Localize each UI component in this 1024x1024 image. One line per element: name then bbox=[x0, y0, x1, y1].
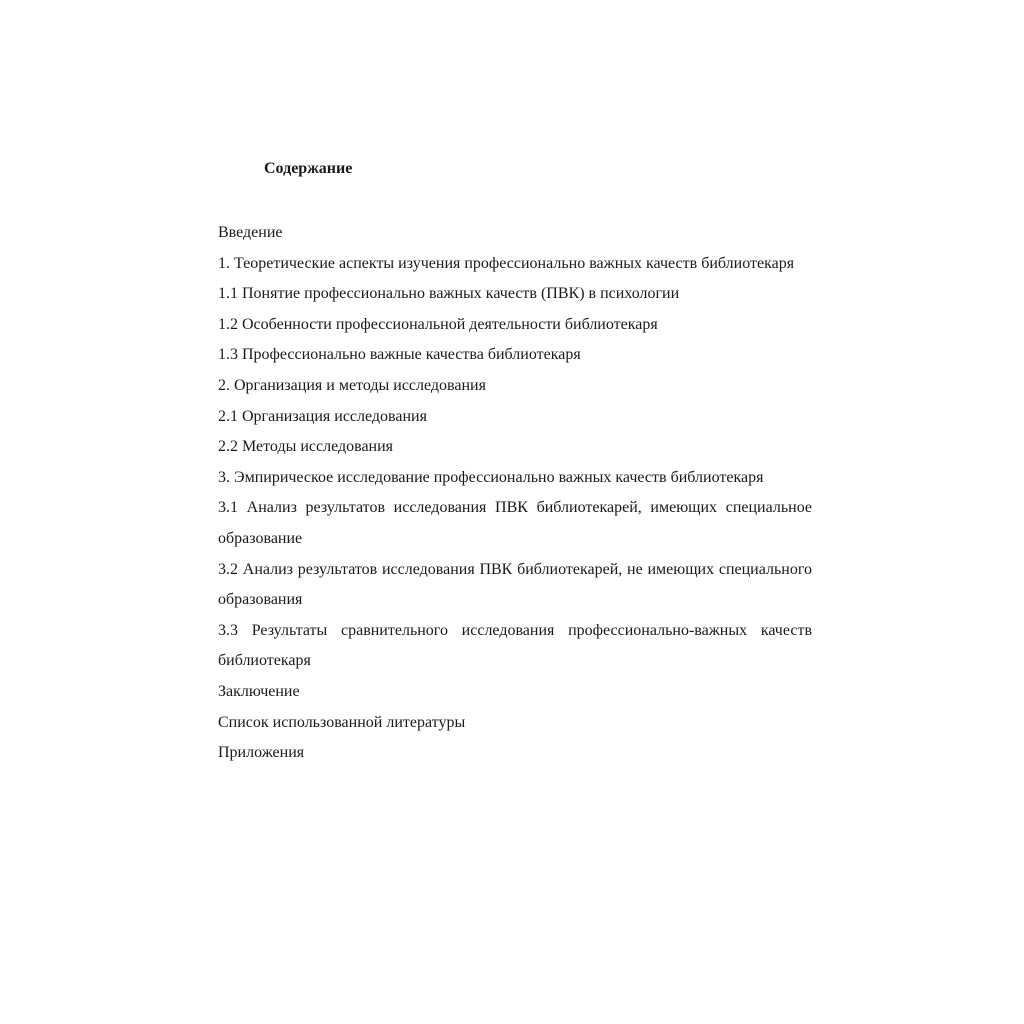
toc-item-section-1-2: 1.2 Особенности профессиональной деятельности библиотекаря bbox=[218, 315, 658, 333]
toc-item-section-3-1: 3.1 Анализ результатов исследования ПВК библиотекарей, имеющих специальное образование bbox=[218, 499, 812, 547]
toc-item-introduction: Введение bbox=[218, 224, 283, 241]
toc-item-appendices: Приложения bbox=[218, 744, 305, 762]
toc-item-chapter-3: 3. Эмпирическое исследование профессионально важных качеств библиотекаря bbox=[218, 468, 764, 486]
toc-item-section-3-2: 3.2 Анализ результатов исследования ПВК библиотекарей, не имеющих специального образования bbox=[218, 560, 812, 609]
toc-item-chapter-2: 2. Организация и методы исследования bbox=[218, 376, 486, 394]
toc-item-conclusion: Заключение bbox=[218, 682, 300, 700]
table-of-contents bbox=[218, 218, 812, 769]
toc-item-bibliography: Список использованной литературы bbox=[218, 713, 466, 731]
toc-item-section-1-1: 1.1 Понятие профессионально важных качеств (ПВК) в психологии bbox=[218, 285, 680, 303]
page-title: Содержание bbox=[264, 160, 353, 177]
toc-item-chapter-1: 1. Теоретические аспекты изучения профессионально важных качеств библиотекаря bbox=[218, 254, 795, 272]
toc-item-section-1-3: 1.3 Профессионально важные качества библиотекаря bbox=[218, 346, 581, 364]
toc-item-section-2-1: 2.1 Организация исследования bbox=[218, 407, 427, 425]
toc-item-section-3-3: 3.3 Результаты сравнительного исследования профессионально-важных качеств библиотекаря bbox=[218, 621, 812, 670]
toc-item-section-2-2: 2.2 Методы исследования bbox=[218, 438, 394, 456]
